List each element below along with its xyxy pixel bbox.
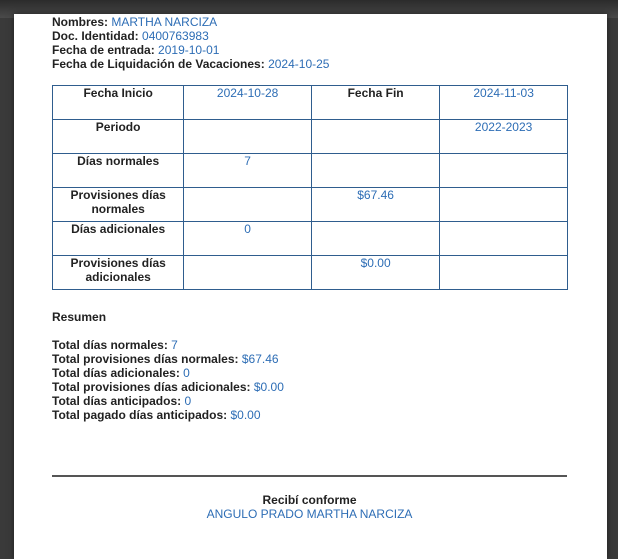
table-cell [311,120,439,154]
liquidacion-value: 2024-10-25 [268,57,330,71]
table-cell: Provisiones días normales [53,188,184,222]
table-cell: Días adicionales [53,222,184,256]
vacation-table [52,85,568,290]
list-item: Total pagado días anticipados: $0.00 [52,408,261,422]
info-row-doc: Doc. Identidad: 0400763983 [52,29,209,43]
table-cell: Provisiones días adicionales [53,256,184,290]
list-item: Total provisiones días normales: $67.46 [52,352,279,366]
info-row-liquidacion: Fecha de Liquidación de Vacaciones: 2024-10-25 [52,57,330,71]
signature-title: Recibí conforme [262,493,357,507]
table-cell [184,188,312,222]
table-cell [311,222,439,256]
table-row [53,256,568,290]
table-row [53,222,568,256]
table-cell: Días normales [53,154,184,188]
list-item: Total días adicionales: 0 [52,366,190,380]
table-cell: Periodo [53,120,184,154]
list-item: Total días anticipados: 0 [52,394,192,408]
info-row-nombres: Nombres: MARTHA NARCIZA [52,15,218,29]
table-cell [440,188,568,222]
table-cell [440,222,568,256]
table-cell: $67.46 [311,188,439,222]
table-row [53,188,568,222]
signature-block [52,493,567,521]
entrada-value: 2019-10-01 [158,43,220,57]
table-cell [311,154,439,188]
table-row [53,120,568,154]
table-cell: 2024-11-03 [440,86,568,120]
table-cell: 2022-2023 [440,120,568,154]
nombres-value: MARTHA NARCIZA [111,15,218,29]
table-cell: 0 [184,222,312,256]
resumen-title: Resumen [52,310,107,324]
table-cell: Fecha Fin [311,86,439,120]
signature-line [52,475,567,477]
table-cell: 7 [184,154,312,188]
doc-value: 0400763983 [142,29,209,43]
table-cell [184,256,312,290]
table-cell [184,120,312,154]
table-row [53,86,568,120]
table-cell: Fecha Inicio [53,86,184,120]
document-page [14,14,607,559]
resumen-list [52,338,284,422]
table-cell: 2024-10-28 [184,86,312,120]
employee-info [52,15,329,71]
table-cell [440,256,568,290]
table-cell: $0.00 [311,256,439,290]
list-item: Total provisiones días adicionales: $0.00 [52,380,284,394]
signature-name: ANGULO PRADO MARTHA NARCIZA [206,507,413,521]
list-item: Total días normales: 7 [52,338,178,352]
table-cell [440,154,568,188]
info-row-entrada: Fecha de entrada: 2019-10-01 [52,43,220,57]
table-row [53,154,568,188]
